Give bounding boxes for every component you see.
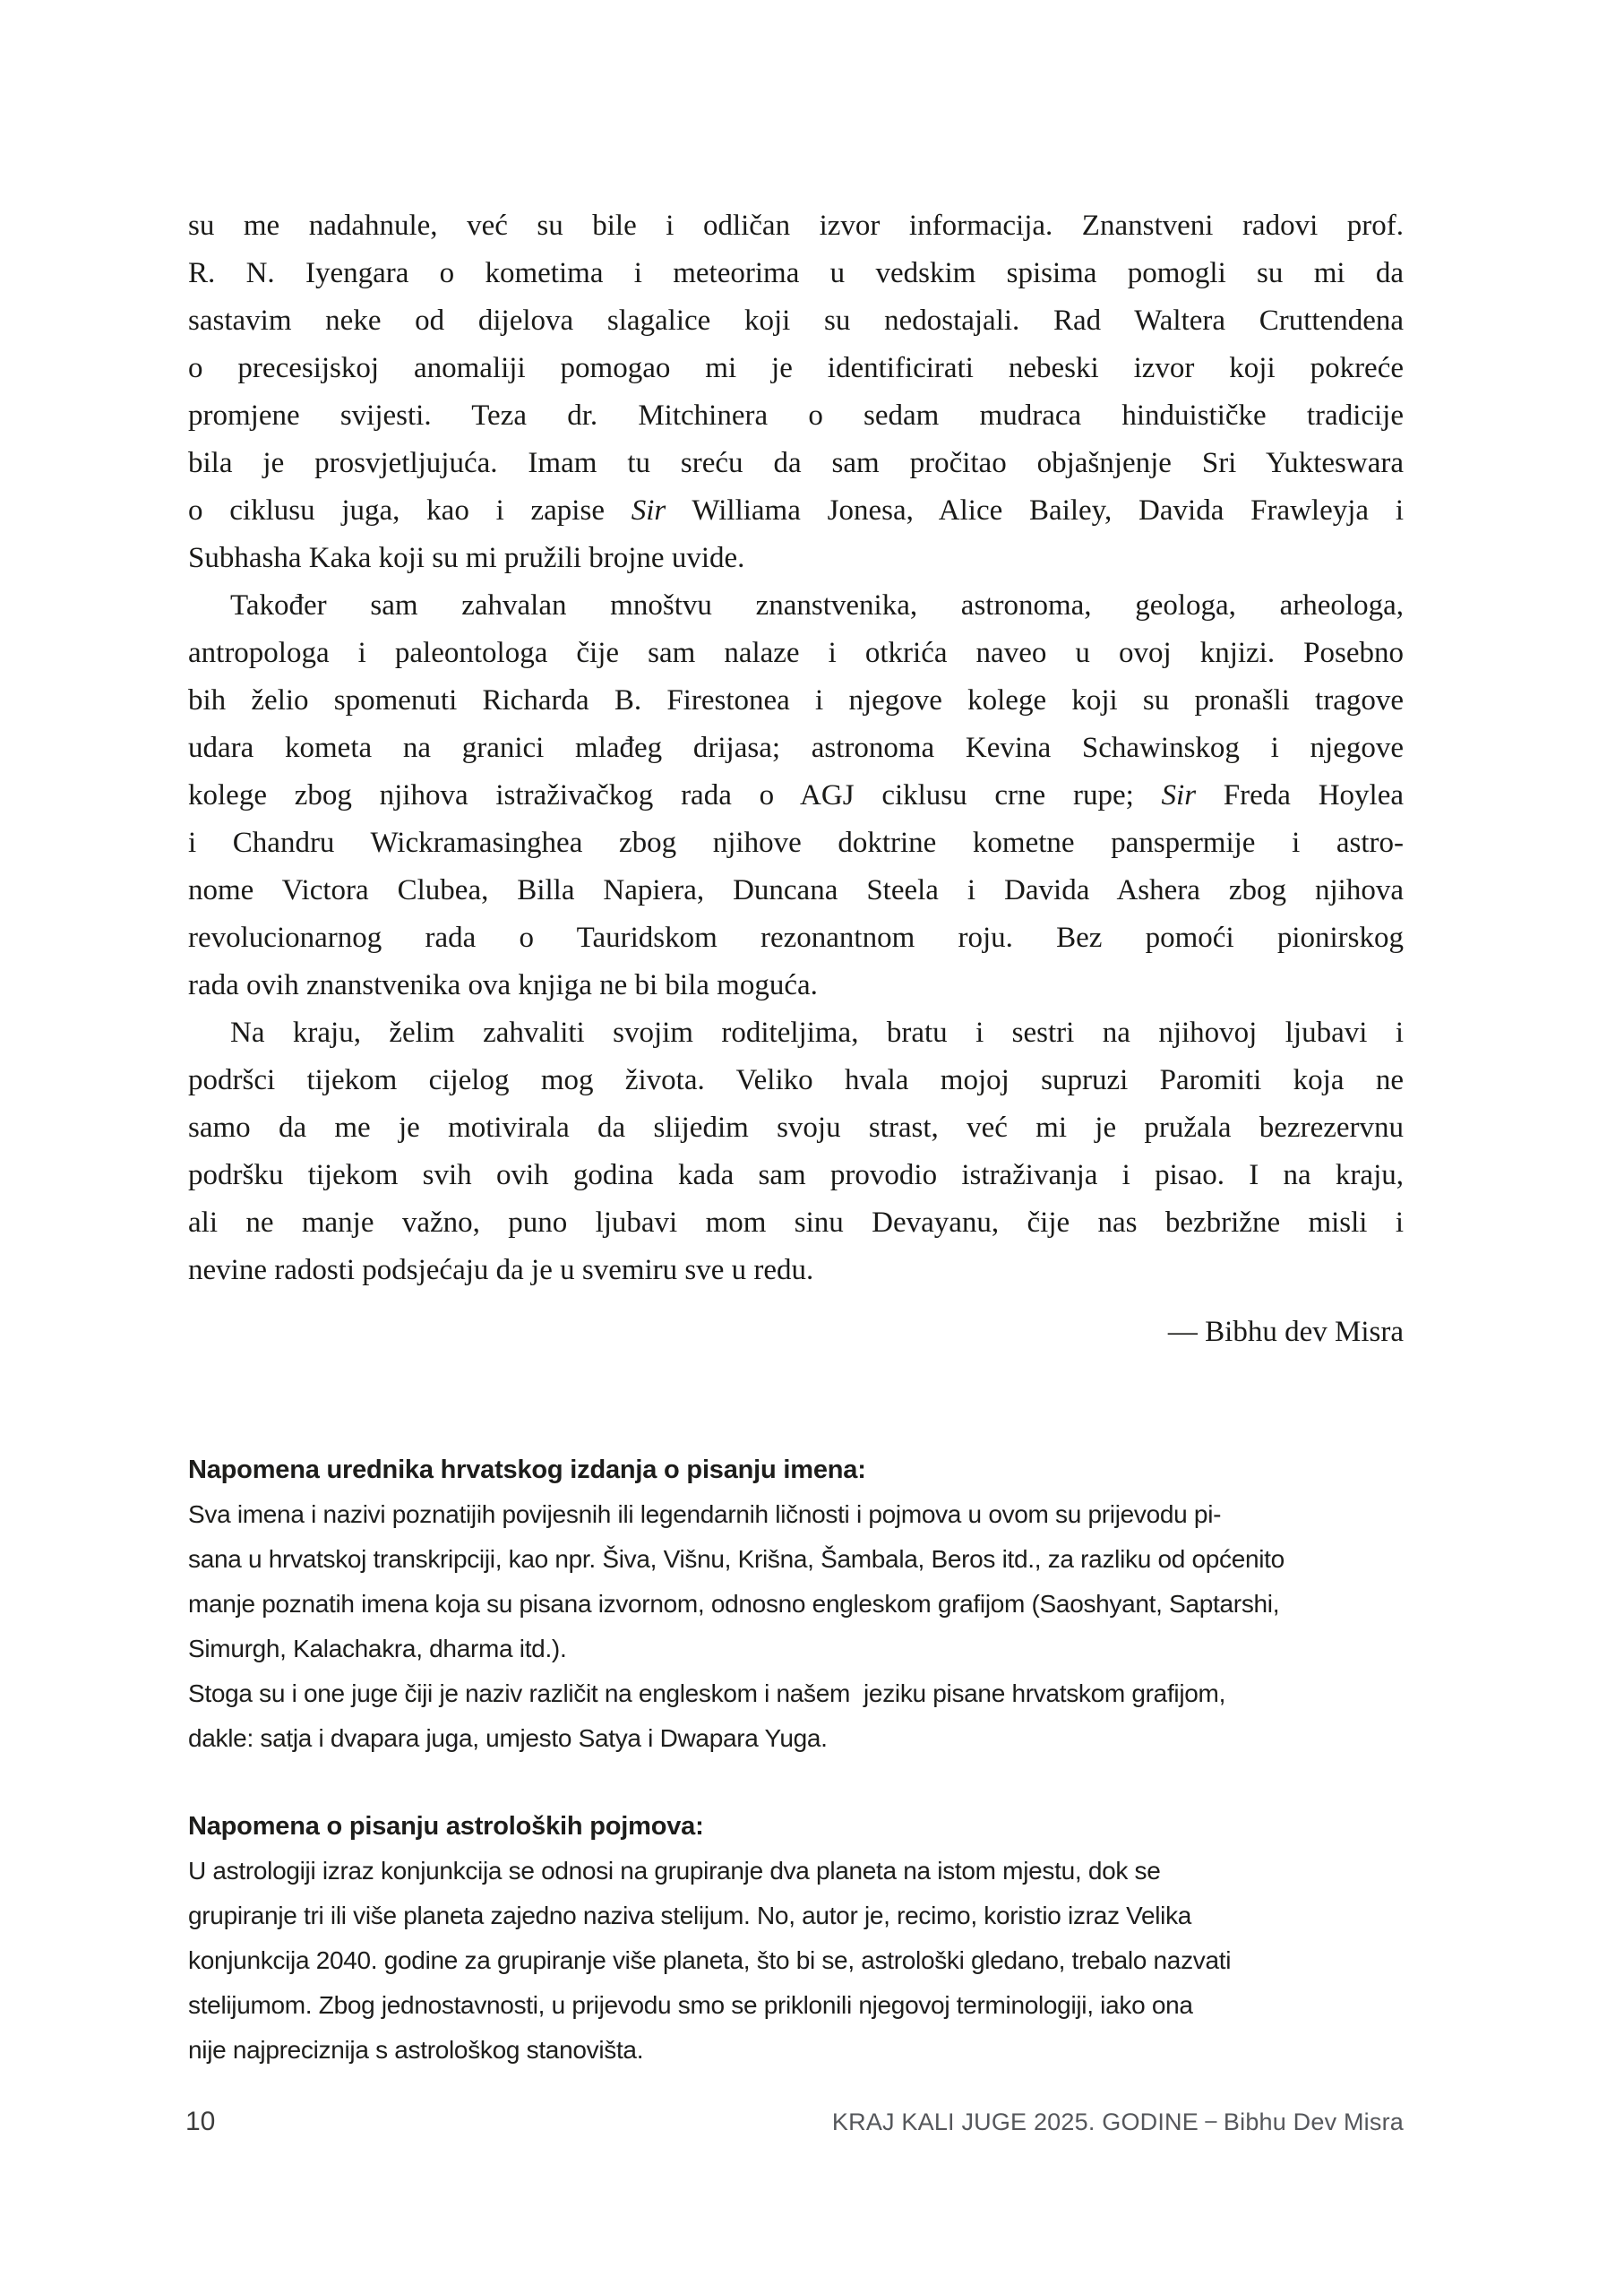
note-section xyxy=(188,1804,1404,2073)
note-line: Stoga su i one juge čiji je naziv različit na engleskom i našem jeziku pisane hrvatskom grafijom, xyxy=(188,1679,1226,1707)
text-segment: R. N. Iyengara o kometima i meteorima u vedskim spisima pomogli su mi da xyxy=(188,257,1404,289)
text-segment: podršku tijekom svih ovih godina kada sam provodio istraživanja i pisao. I na kraju, xyxy=(188,1159,1404,1191)
note-line: U astrologiji izraz konjunkcija se odnosi na grupiranje dva planeta na istom mjestu, dok se xyxy=(188,1857,1161,1885)
text-segment: bila je prosvjetljujuća. Imam tu sreću da sam pročitao objašnjenje Sri Yukteswara xyxy=(188,447,1404,479)
text-line xyxy=(188,915,1404,962)
text-segment: sastavim neke od dijelova slagalice koji su nedostajali. Rad Waltera Cruttendena xyxy=(188,305,1404,337)
text-line xyxy=(188,582,1404,630)
italic-text: Sir xyxy=(631,494,666,527)
text-segment: podršci tijekom cijelog mog života. Veliko hvala mojoj supruzi Paromiti koja ne xyxy=(188,1064,1404,1096)
text-line xyxy=(188,297,1404,345)
author-signature: — Bibhu dev Misra xyxy=(1167,1316,1404,1348)
text-segment: ali ne manje važno, puno ljubavi mom sinu Devayanu, čije nas bezbrižne misli i xyxy=(188,1207,1404,1239)
note-line: nije najpreciznija s astrološkog stanovišta. xyxy=(188,2036,644,2064)
page-content xyxy=(188,202,1404,2073)
note-line: manje poznatih imena koja su pisana izvornom, odnosno engleskom grafijom (Saoshyant, Saptarshi, xyxy=(188,1590,1280,1618)
text-line xyxy=(188,962,1404,1009)
running-title xyxy=(832,2108,1404,2136)
text-segment: Subhasha Kaka koji su mi pružili brojne uvide. xyxy=(188,542,745,574)
text-line xyxy=(188,440,1404,487)
text-segment: o ciklusu juga, kao i zapise xyxy=(188,494,632,527)
note-heading: Napomena o pisanju astroloških pojmova: xyxy=(188,1812,704,1841)
text-line xyxy=(188,487,1404,535)
paragraph xyxy=(188,1009,1404,1294)
text-segment: Na kraju, želim zahvaliti svojim roditeljima, bratu i sestri na njihovoj ljubavi i xyxy=(230,1017,1404,1049)
note-line: Simurgh, Kalachakra, dharma itd.). xyxy=(188,1635,567,1662)
text-segment: nevine radosti podsjećaju da je u svemiru sve u redu. xyxy=(188,1254,814,1286)
text-line xyxy=(188,535,1404,582)
text-line xyxy=(188,725,1404,772)
note-line: stelijumom. Zbog jednostavnosti, u prijevodu smo se priklonili njegovoj terminologiji, iako ona xyxy=(188,1991,1193,2019)
text-segment: promjene svijesti. Teza dr. Mitchinera o sedam mudraca hinduističke tradicije xyxy=(188,399,1404,432)
text-segment: kolege zbog njihova istraživačkog rada o AGJ ciklusu crne rupe; xyxy=(188,779,1162,812)
text-segment: Freda Hoylea xyxy=(1196,779,1405,812)
text-segment: i Chandru Wickramasinghea zbog njihove doktrine kometne panspermije i astro- xyxy=(188,827,1404,859)
text-line xyxy=(188,677,1404,725)
text-line xyxy=(188,1199,1404,1247)
text-segment: o precesijskoj anomaliji pomogao mi je identificirati nebeski izvor koji pokreće xyxy=(188,352,1404,384)
text-line xyxy=(188,1104,1404,1152)
running-title-author: Bibhu Dev Misra xyxy=(1223,2108,1404,2135)
paragraph xyxy=(188,582,1404,1009)
editor-notes xyxy=(188,1447,1404,2073)
text-segment: Također sam zahvalan mnoštvu znanstvenika, astronoma, geologa, arheologa, xyxy=(230,589,1404,622)
running-title-book: KRAJ KALI JUGE 2025. GODINE xyxy=(831,2108,1199,2135)
running-title-separator: − xyxy=(1203,2108,1218,2135)
note-section xyxy=(188,1447,1404,1761)
note-line: grupiranje tri ili više planeta zajedno naziva stelijum. No, autor je, recimo, koristio izraz Velika xyxy=(188,1902,1192,1929)
text-segment: rada ovih znanstvenika ova knjiga ne bi bila moguća. xyxy=(188,969,818,1001)
body-text xyxy=(188,202,1404,1294)
text-segment: Williama Jonesa, Alice Bailey, Davida Frawleyja i xyxy=(666,494,1404,527)
text-line xyxy=(188,630,1404,677)
note-line: konjunkcija 2040. godine za grupiranje više planeta, što bi se, astrološki gledano, trebalo nazvati xyxy=(188,1946,1232,1974)
note-line: sana u hrvatskoj transkripciji, kao npr. Šiva, Višnu, Krišna, Šambala, Beros itd., za razliku od općenito xyxy=(188,1545,1285,1573)
text-segment: samo da me je motivirala da slijedim svoju strast, već mi je pružala bezrezervnu xyxy=(188,1112,1404,1144)
text-line xyxy=(188,250,1404,297)
page-footer xyxy=(185,2107,1404,2137)
text-line xyxy=(188,1009,1404,1057)
text-line xyxy=(188,202,1404,250)
paragraph xyxy=(188,202,1404,582)
text-segment: nome Victora Clubea, Billa Napiera, Duncana Steela i Davida Ashera zbog njihova xyxy=(188,874,1404,906)
text-line xyxy=(188,1057,1404,1104)
note-line: Sva imena i nazivi poznatijih povijesnih ili legendarnih ličnosti i pojmova u ovom su prijevodu pi- xyxy=(188,1500,1222,1528)
text-line xyxy=(188,772,1404,820)
text-line xyxy=(188,820,1404,867)
text-segment: antropologa i paleontologa čije sam nalaze i otkrića naveo u ovoj knjizi. Posebno xyxy=(188,637,1404,669)
note-line: dakle: satja i dvapara juga, umjesto Satya i Dwapara Yuga. xyxy=(188,1724,828,1752)
text-segment: bih želio spomenuti Richarda B. Firestonea i njegove kolege koji su pronašli tragove xyxy=(188,684,1404,717)
text-line xyxy=(188,1152,1404,1199)
text-segment: su me nadahnule, već su bile i odličan izvor informacija. Znanstveni radovi prof. xyxy=(188,210,1404,242)
text-segment: revolucionarnog rada o Tauridskom rezonantnom roju. Bez pomoći pionirskog xyxy=(188,922,1404,954)
page-number: 10 xyxy=(185,2107,216,2136)
text-line xyxy=(188,345,1404,392)
text-segment: udara kometa na granici mlađeg drijasa; astronoma Kevina Schawinskog i njegove xyxy=(188,732,1404,764)
italic-text: Sir xyxy=(1161,779,1197,812)
text-line xyxy=(188,867,1404,915)
note-heading: Napomena urednika hrvatskog izdanja o pisanju imena: xyxy=(188,1456,866,1484)
text-line xyxy=(188,392,1404,440)
text-line xyxy=(188,1247,1404,1294)
